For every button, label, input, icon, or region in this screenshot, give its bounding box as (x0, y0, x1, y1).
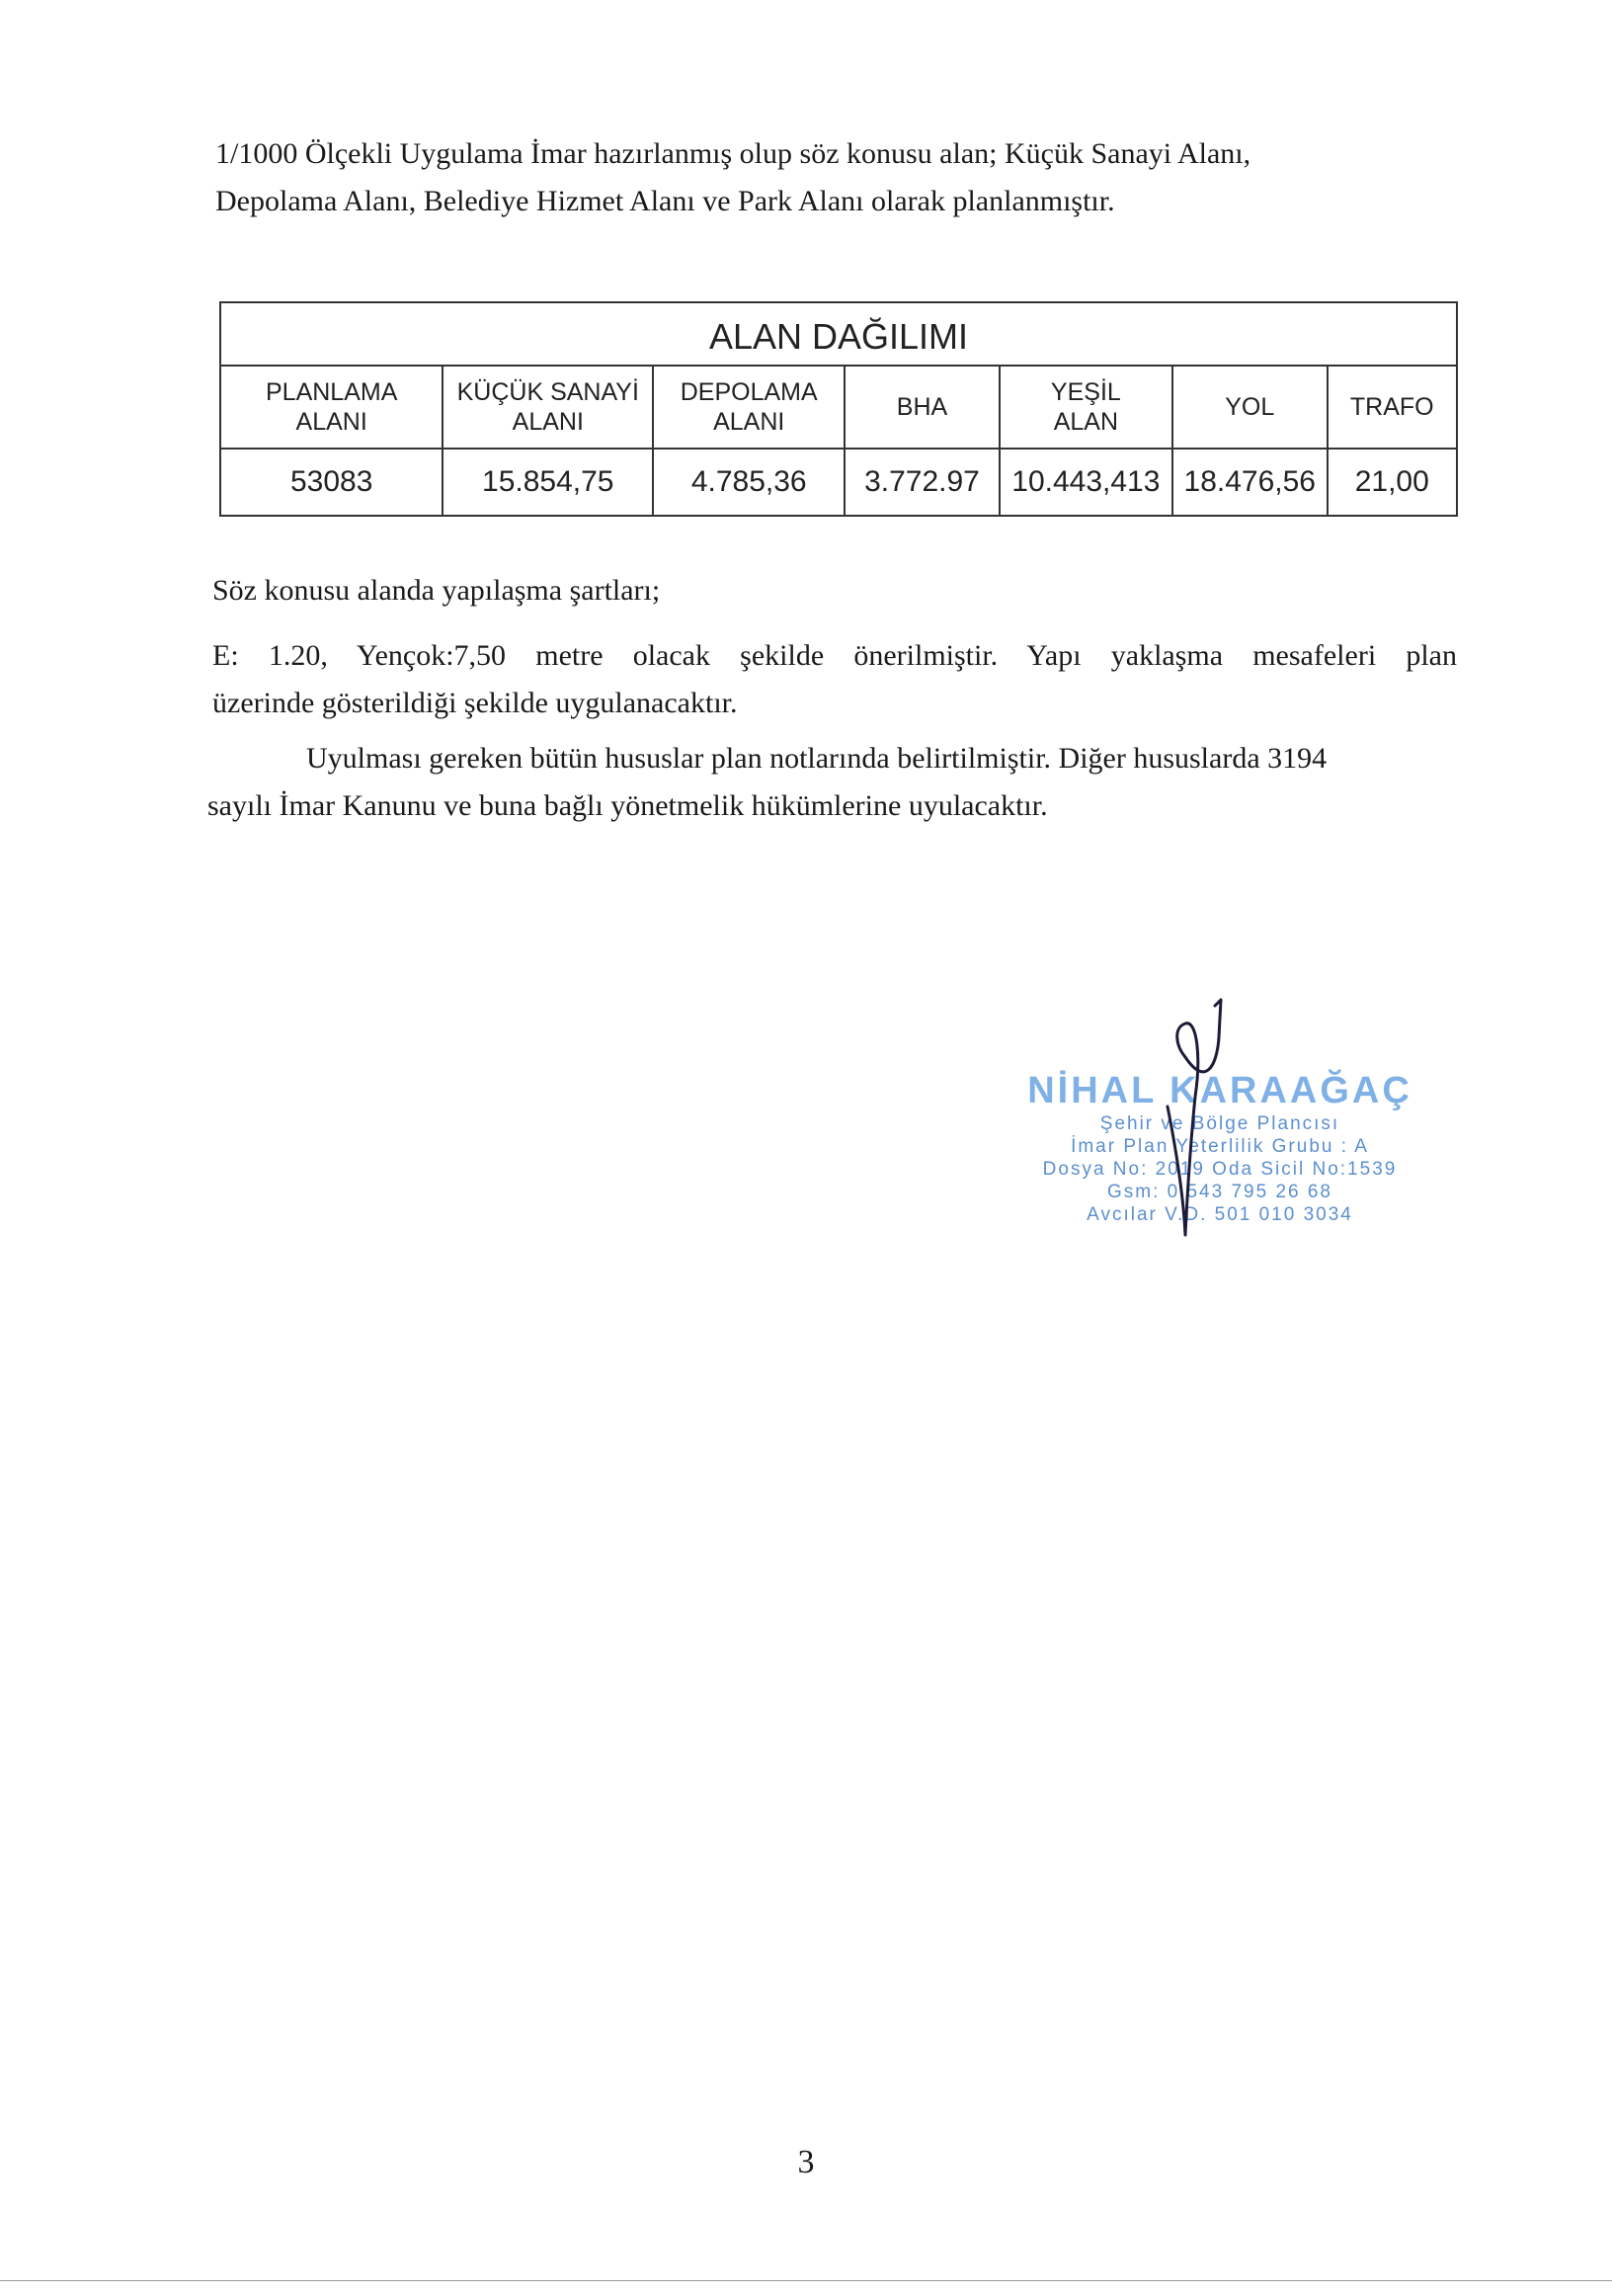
value-yesil-alan: 10.443,413 (1000, 449, 1172, 516)
closing-paragraph (207, 735, 1454, 830)
bottom-divider (0, 2280, 1612, 2281)
conditions-lead: Söz konusu alanda yapılaşma şartları; (212, 574, 661, 607)
stamp-gsm: Gsm: 0 543 795 26 68 (1106, 1182, 1332, 1202)
header-yesil-alan: YEŞİL ALAN (1000, 366, 1172, 449)
header-kucuk-sanayi-alani: KÜÇÜK SANAYİ ALANI (443, 366, 653, 449)
area-distribution-table (219, 301, 1458, 517)
stamp-tax: Avcılar V.D. 501 010 3034 (1087, 1204, 1353, 1225)
stamp-title: Şehir ve Bölge Plancısı (1099, 1113, 1340, 1134)
conditions-paragraph (212, 567, 1457, 727)
table-value-row (220, 449, 1457, 516)
conditions-line-2: üzerinde gösterildiği şekilde uygulanacaktır. (212, 687, 738, 719)
intro-line-2: Depolama Alanı, Belediye Hizmet Alanı ve Park Alanı olarak planlanmıştır. (215, 185, 1115, 217)
value-depolama-alani: 4.785,36 (653, 449, 845, 516)
closing-line-2: sayılı İmar Kanunu ve buna bağlı yönetmelik hükümlerine uyulacaktır. (207, 789, 1048, 822)
value-yol: 18.476,56 (1172, 449, 1328, 516)
header-yol: YOL (1172, 366, 1328, 449)
table-title: ALAN DAĞILIMI (220, 302, 1457, 366)
intro-line-1: 1/1000 Ölçekli Uygulama İmar hazırlanmış olup söz konusu alan; Küçük Sanayi Alanı, (215, 137, 1251, 170)
header-planlama-alani: PLANLAMA ALANI (220, 366, 443, 449)
header-depolama-alani: DEPOLAMA ALANI (653, 366, 845, 449)
conditions-line-1: E: 1.20, Yençok:7,50 metre olacak şekilde önerilmiştir. Yapı yaklaşma mesafeleri plan (212, 639, 1457, 672)
table-header-row (220, 366, 1457, 449)
stamp-file: Dosya No: 2019 Oda Sicil No:1539 (1042, 1159, 1398, 1180)
header-bha: BHA (845, 366, 1000, 449)
page-number: 3 (797, 2144, 815, 2180)
value-bha: 3.772.97 (845, 449, 1000, 516)
stamp-group: İmar Plan Yeterlilik Grubu : A (1071, 1136, 1369, 1157)
intro-paragraph (215, 130, 1460, 225)
header-trafo: TRAFO (1328, 366, 1458, 449)
stamp-name: NİHAL KARAAĞAÇ (1027, 1070, 1412, 1111)
value-kucuk-sanayi-alani: 15.854,75 (443, 449, 653, 516)
value-trafo: 21,00 (1328, 449, 1458, 516)
closing-line-1: Uyulması gereken bütün hususlar plan notlarında belirtilmiştir. Diğer hususlarda 3194 (306, 742, 1328, 775)
signature-icon (1146, 998, 1254, 1245)
value-planlama-alani: 53083 (220, 449, 443, 516)
